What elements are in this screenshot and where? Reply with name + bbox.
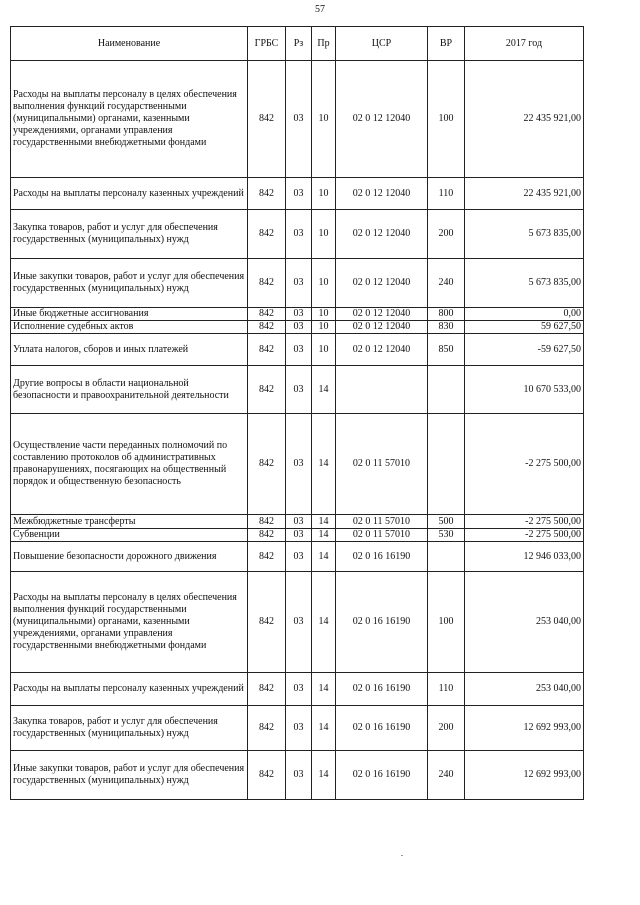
row-pr: 14: [312, 366, 336, 414]
row-csr: 02 0 12 12040: [336, 259, 428, 308]
row-pr: 14: [312, 515, 336, 529]
table-row: [11, 572, 584, 673]
row-sum-2017: 22 435 921,00: [465, 178, 584, 210]
row-vr: 240: [428, 259, 465, 308]
row-grbs: 842: [248, 751, 286, 800]
row-grbs: 842: [248, 259, 286, 308]
table-row: [11, 529, 584, 542]
row-grbs: 842: [248, 414, 286, 515]
row-vr: 110: [428, 673, 465, 706]
table-row: [11, 61, 584, 178]
row-rz: 03: [286, 178, 312, 210]
row-sum-2017: 253 040,00: [465, 673, 584, 706]
row-sum-2017: 12 946 033,00: [465, 542, 584, 572]
row-grbs: 842: [248, 334, 286, 366]
row-rz: 03: [286, 673, 312, 706]
row-sum-2017: 0,00: [465, 308, 584, 321]
header-name: Наименование: [11, 27, 248, 61]
row-rz: 03: [286, 308, 312, 321]
row-csr: 02 0 12 12040: [336, 334, 428, 366]
row-pr: 14: [312, 706, 336, 751]
row-grbs: 842: [248, 61, 286, 178]
row-pr: 10: [312, 259, 336, 308]
row-pr: 14: [312, 751, 336, 800]
row-grbs: 842: [248, 366, 286, 414]
row-csr: 02 0 12 12040: [336, 210, 428, 259]
row-csr: 02 0 12 12040: [336, 321, 428, 334]
row-vr: [428, 542, 465, 572]
row-grbs: 842: [248, 515, 286, 529]
row-rz: 03: [286, 515, 312, 529]
row-rz: 03: [286, 366, 312, 414]
row-grbs: 842: [248, 673, 286, 706]
row-sum-2017: 12 692 993,00: [465, 706, 584, 751]
header-rz: Рз: [286, 27, 312, 61]
row-sum-2017: 10 670 533,00: [465, 366, 584, 414]
table-row: [11, 706, 584, 751]
row-csr: 02 0 12 12040: [336, 178, 428, 210]
row-csr: 02 0 16 16190: [336, 673, 428, 706]
row-rz: 03: [286, 210, 312, 259]
row-vr: 500: [428, 515, 465, 529]
table-row: [11, 414, 584, 515]
row-sum-2017: 5 673 835,00: [465, 259, 584, 308]
table-row: [11, 366, 584, 414]
table-row: [11, 673, 584, 706]
row-sum-2017: 253 040,00: [465, 572, 584, 673]
row-name: Иные закупки товаров, работ и услуг для обеспечения государственных (муниципальных) нужд: [11, 259, 248, 308]
row-name: Иные закупки товаров, работ и услуг для обеспечения государственных (муниципальных) нужд: [11, 751, 248, 800]
row-csr: 02 0 16 16190: [336, 542, 428, 572]
row-vr: 100: [428, 572, 465, 673]
row-csr: 02 0 16 16190: [336, 572, 428, 673]
table-row: [11, 334, 584, 366]
row-sum-2017: 12 692 993,00: [465, 751, 584, 800]
header-csr: ЦСР: [336, 27, 428, 61]
row-csr: 02 0 16 16190: [336, 751, 428, 800]
row-csr: 02 0 16 16190: [336, 706, 428, 751]
header-vr: ВР: [428, 27, 465, 61]
row-pr: 10: [312, 210, 336, 259]
row-csr: 02 0 11 57010: [336, 414, 428, 515]
row-sum-2017: 22 435 921,00: [465, 61, 584, 178]
row-vr: 800: [428, 308, 465, 321]
header-year: 2017 год: [465, 27, 584, 61]
row-rz: 03: [286, 706, 312, 751]
row-vr: [428, 366, 465, 414]
row-name: Закупка товаров, работ и услуг для обеспечения государственных (муниципальных) нужд: [11, 706, 248, 751]
row-rz: 03: [286, 414, 312, 515]
row-name: Уплата налогов, сборов и иных платежей: [11, 334, 248, 366]
table-header-row: [11, 27, 584, 61]
row-pr: 10: [312, 61, 336, 178]
row-grbs: 842: [248, 572, 286, 673]
row-pr: 10: [312, 321, 336, 334]
table-row: [11, 178, 584, 210]
row-grbs: 842: [248, 529, 286, 542]
row-pr: 14: [312, 572, 336, 673]
row-vr: 850: [428, 334, 465, 366]
budget-table: [10, 26, 584, 800]
row-pr: 10: [312, 334, 336, 366]
row-sum-2017: -2 275 500,00: [465, 414, 584, 515]
header-grbs: ГРБС: [248, 27, 286, 61]
row-csr: 02 0 11 57010: [336, 515, 428, 529]
row-rz: 03: [286, 572, 312, 673]
row-sum-2017: -2 275 500,00: [465, 529, 584, 542]
row-rz: 03: [286, 542, 312, 572]
row-csr: 02 0 12 12040: [336, 308, 428, 321]
header-pr: Пр: [312, 27, 336, 61]
row-vr: 110: [428, 178, 465, 210]
row-sum-2017: 5 673 835,00: [465, 210, 584, 259]
row-rz: 03: [286, 61, 312, 178]
row-csr: 02 0 11 57010: [336, 529, 428, 542]
row-sum-2017: -2 275 500,00: [465, 515, 584, 529]
row-pr: 14: [312, 673, 336, 706]
row-name: Повышение безопасности дорожного движения: [11, 542, 248, 572]
row-pr: 14: [312, 414, 336, 515]
row-rz: 03: [286, 321, 312, 334]
row-pr: 14: [312, 542, 336, 572]
row-rz: 03: [286, 529, 312, 542]
row-vr: 240: [428, 751, 465, 800]
row-name: Исполнение судебных актов: [11, 321, 248, 334]
row-name: Иные бюджетные ассигнования: [11, 308, 248, 321]
row-vr: 830: [428, 321, 465, 334]
row-grbs: 842: [248, 178, 286, 210]
row-vr: 530: [428, 529, 465, 542]
row-vr: [428, 414, 465, 515]
row-rz: 03: [286, 751, 312, 800]
row-vr: 200: [428, 706, 465, 751]
table-row: [11, 515, 584, 529]
table-row: [11, 542, 584, 572]
table-row: [11, 210, 584, 259]
row-vr: 200: [428, 210, 465, 259]
row-rz: 03: [286, 334, 312, 366]
row-grbs: 842: [248, 706, 286, 751]
row-name: Субвенции: [11, 529, 248, 542]
row-sum-2017: -59 627,50: [465, 334, 584, 366]
row-name: Другие вопросы в области национальной безопасности и правоохранительной деятельности: [11, 366, 248, 414]
table-row: [11, 259, 584, 308]
row-csr: 02 0 12 12040: [336, 61, 428, 178]
row-rz: 03: [286, 259, 312, 308]
row-sum-2017: 59 627,50: [465, 321, 584, 334]
row-grbs: 842: [248, 210, 286, 259]
table-body: [11, 61, 584, 800]
row-csr: [336, 366, 428, 414]
row-pr: 14: [312, 529, 336, 542]
table-row: [11, 308, 584, 321]
row-grbs: 842: [248, 542, 286, 572]
row-name: Расходы на выплаты персоналу в целях обеспечения выполнения функций государственными (муниципальными) органами, казенными учреждениями, органами управления государственными внебюджетными фондами: [11, 61, 248, 178]
page-number: 57: [315, 4, 325, 15]
row-name: Расходы на выплаты персоналу казенных учреждений: [11, 673, 248, 706]
row-name: Закупка товаров, работ и услуг для обеспечения государственных (муниципальных) нужд: [11, 210, 248, 259]
row-name: Межбюджетные трансферты: [11, 515, 248, 529]
table-row: [11, 321, 584, 334]
row-pr: 10: [312, 178, 336, 210]
row-pr: 10: [312, 308, 336, 321]
row-vr: 100: [428, 61, 465, 178]
row-name: Осуществление части переданных полномочий по составлению протоколов об административных правонарушениях, посягающих на общественный порядок и общественную безопасность: [11, 414, 248, 515]
scan-mark: [401, 855, 403, 856]
table-row: [11, 751, 584, 800]
row-name: Расходы на выплаты персоналу в целях обеспечения выполнения функций государственными (муниципальными) органами, казенными учреждениями, органами управления государственными внебюджетными фондами: [11, 572, 248, 673]
row-grbs: 842: [248, 321, 286, 334]
row-name: Расходы на выплаты персоналу казенных учреждений: [11, 178, 248, 210]
row-grbs: 842: [248, 308, 286, 321]
